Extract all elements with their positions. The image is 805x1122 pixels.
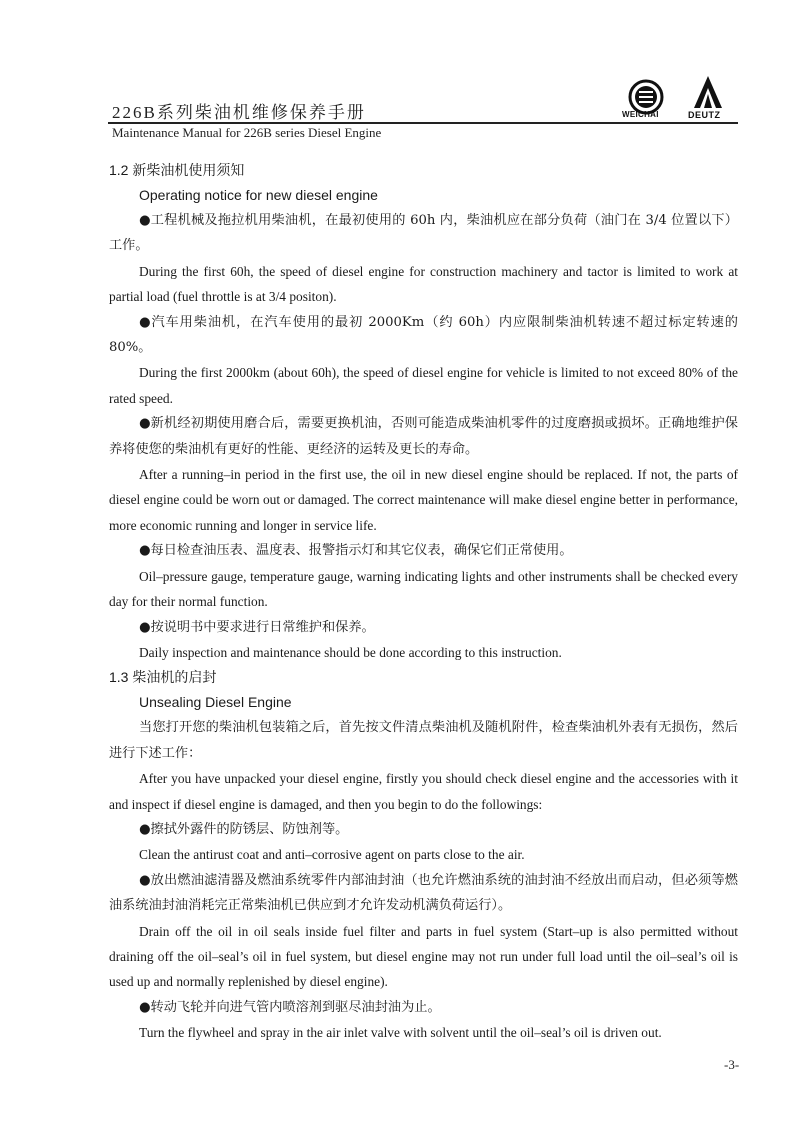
paragraph-cn-2: ●汽车用柴油机，在汽车使用的最初 2000Km（约 60h）内应限制柴油机转速不超过标定转速的 80%。 [109, 314, 738, 356]
page-number: -3- [724, 1057, 740, 1072]
section-1-2-title: 1.2 新柴油机使用须知 [109, 162, 245, 178]
paragraph-cn-4: ●每日检查油压表、温度表、报警指示灯和其它仪表，确保它们正常使用。 [139, 543, 573, 559]
deutz-logo-icon [688, 74, 728, 110]
deutz-logo-text: DEUTZ [688, 110, 721, 120]
weichai-logo-text: WEICHAI [622, 110, 659, 119]
paragraph-cn-1: ●工程机械及拖拉机用柴油机，在最初使用的 60h 内，柴油机应在部分负荷（油门在 3/4 位置以下）工作。 [109, 213, 738, 254]
paragraph-en-4: Oil–pressure gauge, temperature gauge, warning indicating lights and other instruments shall be checked every day for their normal function. [109, 568, 738, 610]
paragraph-en-3: After a running–in period in the first use, the oil in new diesel engine should be replaced. If not, the parts of diesel engine could be worn out or damaged. The correct maintenance will make diesel engine better in performance, more economic running and longer in service life. [109, 467, 738, 533]
section-1-2-subtitle: Operating notice for new diesel engine [139, 187, 378, 203]
header-title-english: Maintenance Manual for 226B series Diesel Engine [112, 125, 382, 140]
section-1-3-title: 1.3 柴油机的启封 [109, 669, 217, 686]
paragraph-cn-9: ●转动飞轮并向进气管内喷溶剂到驱尽油封油为止。 [139, 999, 441, 1015]
paragraph-cn-7: ●擦拭外露件的防锈层、防蚀剂等。 [139, 821, 349, 837]
page-body [109, 158, 738, 1046]
paragraph-en-1: During the first 60h, the speed of diesel engine for construction machinery and tactor is limited to work at partial load (fuel throttle is at 3/4 positon). [109, 263, 738, 305]
header-divider [108, 122, 738, 124]
page-header [108, 72, 738, 144]
header-title-chinese: 226B系列柴油机维修保养手册 [112, 103, 366, 122]
paragraph-en-5: Daily inspection and maintenance should be done according to this instruction. [139, 644, 562, 660]
paragraph-en-9: Turn the flywheel and spray in the air inlet valve with solvent until the oil–seal’s oil is driven out. [139, 1025, 662, 1041]
paragraph-cn-6: 当您打开您的柴油机包装箱之后，首先按文件清点柴油机及随机附件，检查柴油机外表有无损伤，然后进行下述工作： [109, 720, 738, 761]
paragraph-cn-5: ●按说明书中要求进行日常维护和保养。 [139, 619, 375, 635]
paragraph-cn-8: ●放出燃油滤清器及燃油系统零件内部油封油（也允许燃油系统的油封油不经放出而启动，但必须等燃油系统油封油消耗完正常柴油机已供应到才允许发动机满负荷运行）。 [109, 872, 738, 914]
paragraph-en-8: Drain off the oil in oil seals inside fuel filter and parts in fuel system (Start–up is also permitted without draining off the oil–seal’s oil in fuel system, but diesel engine may not run under full load until the oil–seal’s oil is used up and normally replenished by diesel engine). [109, 923, 738, 990]
paragraph-en-2: During the first 2000km (about 60h), the speed of diesel engine for vehicle is limited to not exceed 80% of the rated speed. [109, 365, 738, 406]
paragraph-en-7: Clean the antirust coat and anti–corrosive agent on parts close to the air. [139, 847, 525, 863]
section-1-3-subtitle: Unsealing Diesel Engine [139, 694, 292, 711]
paragraph-en-6: After you have unpacked your diesel engine, firstly you should check diesel engine and the accessories with it and inspect if diesel engine is damaged, and then you begin to do the followings: [109, 771, 738, 812]
paragraph-cn-3: ●新机经初期使用磨合后，需要更换机油，否则可能造成柴油机零件的过度磨损或损坏。正确地维护保养将使您的柴油机有更好的性能、更经济的运转及更长的寿命。 [109, 416, 738, 457]
